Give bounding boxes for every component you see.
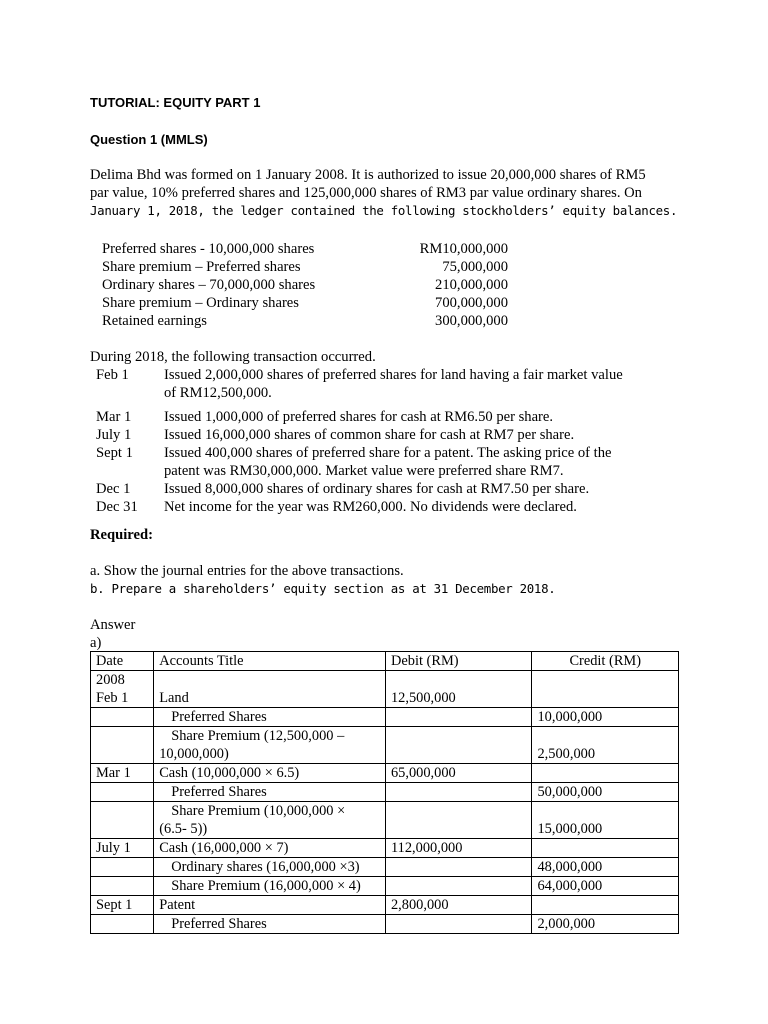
balance-amount: 75,000,000 <box>442 259 508 275</box>
balance-row <box>102 276 508 294</box>
cell-credit: 48,000,000 <box>532 858 679 877</box>
cell-debit <box>385 708 531 727</box>
cell-debit <box>385 858 531 877</box>
cell-debit: 65,000,000 <box>385 764 531 783</box>
transaction-row <box>90 408 690 426</box>
cell-date: Mar 1 <box>91 764 154 783</box>
cell-account: Land <box>154 671 386 708</box>
page-title: TUTORIAL: EQUITY PART 1 <box>90 95 261 110</box>
desc-line: Issued 1,000,000 of preferred shares for cash at RM6.50 per share. <box>164 409 554 425</box>
cell-date <box>91 877 154 896</box>
cell-account: Share Premium (16,000,000 × 4) <box>154 877 386 896</box>
cell-debit <box>385 783 531 802</box>
cell-credit <box>532 671 679 708</box>
balance-amount: 210,000,000 <box>435 277 508 293</box>
cell-account: Share Premium (12,500,000 – 10,000,000) <box>154 727 386 764</box>
required-item: b. Prepare a shareholders’ equity section as at 31 December 2018. <box>90 581 556 596</box>
transaction-desc <box>164 408 654 426</box>
cell-debit: 2,800,000 <box>385 896 531 915</box>
transaction-row <box>90 498 690 516</box>
table-row <box>91 896 679 915</box>
cell-account: Patent <box>154 896 386 915</box>
transaction-row <box>90 480 690 498</box>
intro-line: par value, 10% preferred shares and 125,000,000 shares of RM3 par value ordinary shares. On <box>90 185 642 201</box>
table-row <box>91 877 679 896</box>
cell-date: 2008 Feb 1 <box>91 671 154 708</box>
header-account: Accounts Title <box>154 652 386 671</box>
transaction-date: July 1 <box>96 427 132 443</box>
balance-amount: 700,000,000 <box>435 295 508 311</box>
cell-credit: 15,000,000 <box>532 802 679 839</box>
cell-date <box>91 783 154 802</box>
journal-table <box>90 651 679 934</box>
desc-line: Issued 16,000,000 shares of common share for cash at RM7 per share. <box>164 427 575 443</box>
cell-date <box>91 708 154 727</box>
cell-credit: 2,000,000 <box>532 915 679 934</box>
cell-date <box>91 915 154 934</box>
cell-date: Sept 1 <box>91 896 154 915</box>
cell-account: Cash (16,000,000 × 7) <box>154 839 386 858</box>
cell-debit <box>385 877 531 896</box>
transaction-desc <box>164 480 654 498</box>
cell-debit <box>385 727 531 764</box>
balance-row <box>102 294 508 312</box>
header-debit: Debit (RM) <box>385 652 531 671</box>
transaction-date: Dec 31 <box>96 499 138 515</box>
balance-amount: RM10,000,000 <box>419 241 508 257</box>
cell-account: Ordinary shares (16,000,000 ×3) <box>154 858 386 877</box>
cell-account: Preferred Shares <box>154 915 386 934</box>
transaction-row <box>90 444 690 480</box>
cell-debit: 112,000,000 <box>385 839 531 858</box>
cell-credit: 10,000,000 <box>532 708 679 727</box>
intro-paragraph <box>90 166 680 220</box>
transaction-row <box>90 426 690 444</box>
header-date: Date <box>91 652 154 671</box>
cell-date <box>91 858 154 877</box>
transactions-intro: During 2018, the following transaction occurred. <box>90 349 376 365</box>
required-item: a. Show the journal entries for the above transactions. <box>90 563 404 579</box>
transaction-desc <box>164 366 654 402</box>
balance-label: Retained earnings <box>102 313 207 329</box>
balance-label: Share premium – Preferred shares <box>102 259 301 275</box>
table-row <box>91 727 679 764</box>
balance-row <box>102 240 508 258</box>
required-heading: Required: <box>90 527 153 543</box>
table-row <box>91 764 679 783</box>
equity-balances <box>102 240 508 330</box>
cell-credit: 50,000,000 <box>532 783 679 802</box>
transaction-desc <box>164 498 654 516</box>
cell-date <box>91 802 154 839</box>
question-heading: Question 1 (MMLS) <box>90 132 208 147</box>
journal-header-row <box>91 652 679 671</box>
cell-credit <box>532 764 679 783</box>
table-row <box>91 915 679 934</box>
balance-label: Ordinary shares – 70,000,000 shares <box>102 277 316 293</box>
cell-date <box>91 727 154 764</box>
table-row <box>91 671 679 708</box>
answer-heading: Answer <box>90 617 136 633</box>
cell-account: Cash (10,000,000 × 6.5) <box>154 764 386 783</box>
cell-account: Preferred Shares <box>154 708 386 727</box>
table-row <box>91 839 679 858</box>
intro-line: January 1, 2018, the ledger contained the following stockholders’ equity balances. <box>90 203 678 218</box>
table-row <box>91 802 679 839</box>
transaction-date: Dec 1 <box>96 481 131 497</box>
part-a-label: a) <box>90 635 102 651</box>
transactions-list <box>90 366 690 516</box>
balance-amount: 300,000,000 <box>435 313 508 329</box>
balance-label: Preferred shares - 10,000,000 shares <box>102 241 315 257</box>
transaction-desc <box>164 444 654 480</box>
transaction-date: Feb 1 <box>96 367 129 383</box>
cell-credit: 2,500,000 <box>532 727 679 764</box>
transaction-desc <box>164 426 654 444</box>
cell-credit <box>532 896 679 915</box>
cell-date: July 1 <box>91 839 154 858</box>
desc-line: Net income for the year was RM260,000. No dividends were declared. <box>164 499 577 515</box>
cell-account: Preferred Shares <box>154 783 386 802</box>
table-row <box>91 708 679 727</box>
cell-debit <box>385 802 531 839</box>
transaction-date: Sept 1 <box>96 445 133 461</box>
balance-row <box>102 312 508 330</box>
balance-label: Share premium – Ordinary shares <box>102 295 299 311</box>
cell-credit <box>532 839 679 858</box>
table-row <box>91 783 679 802</box>
cell-account: Share Premium (10,000,000 × (6.5- 5)) <box>154 802 386 839</box>
cell-debit: 12,500,000 <box>385 671 531 708</box>
required-list <box>90 562 555 598</box>
header-credit: Credit (RM) <box>532 652 679 671</box>
cell-credit: 64,000,000 <box>532 877 679 896</box>
cell-debit <box>385 915 531 934</box>
desc-line: of RM12,500,000. <box>164 385 272 401</box>
desc-line: Issued 8,000,000 shares of ordinary shares for cash at RM7.50 per share. <box>164 481 590 497</box>
transaction-date: Mar 1 <box>96 409 132 425</box>
table-row <box>91 858 679 877</box>
desc-line: Issued 2,000,000 shares of preferred shares for land having a fair market value <box>164 367 623 383</box>
transaction-row <box>90 366 690 402</box>
desc-line: Issued 400,000 shares of preferred share for a patent. The asking price of the <box>164 445 612 461</box>
balance-row <box>102 258 508 276</box>
intro-line: Delima Bhd was formed on 1 January 2008. It is authorized to issue 20,000,000 shares of RM5 <box>90 167 646 183</box>
desc-line: patent was RM30,000,000. Market value were preferred share RM7. <box>164 463 564 479</box>
